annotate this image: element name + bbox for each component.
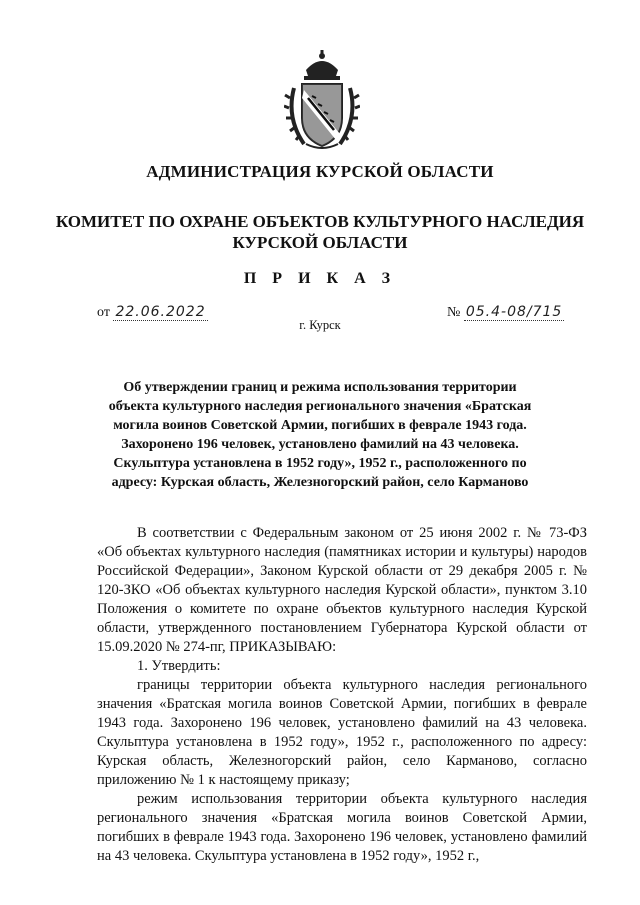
date-value: 22.06.2022 [115,304,206,320]
committee-title [0,211,640,253]
order-body [97,524,587,866]
body-paragraph-3: границы территории объекта культурного наследия регионального значения «Братская могила воинов Советской Армии, погибших в феврале 1943 года. Захоронено 196 человек, установлено фамилий на 43 человека. Скульптура установлена в 1952 году», 1952 г., расположенного по адресу: Курская область, Железногорский район, село Карманово, согласно приложению № 1 к настоящему приказу; [97,677,587,788]
body-paragraph-2: 1. Утвердить: [137,658,221,674]
committee-title-line2: КУРСКОЙ ОБЛАСТИ [232,233,408,252]
body-paragraph-4: режим использования территории объекта культурного наследия регионального значения «Братская могила воинов Советской Армии, погибших в феврале 1943 года. Захоронено 196 человек, установлено фамилий на 43 человека. Скульптура установлена в 1952 году», 1952 г., [97,791,587,864]
administration-title: АДМИНИСТРАЦИЯ КУРСКОЙ ОБЛАСТИ [146,162,494,181]
order-subject: Об утверждении границ и режима использования территории объекта культурного наследия регионального значения «Братская могила воинов Советской Армии, погибших в феврале 1943 года. Захоронено 196 человек, установлено фамилий на 43 человека. Скульптура установлена в 1952 году», 1952 г., расположенного по адресу: Курская область, Железногорский район, село Карманово [108,380,532,490]
number-prefix: № [447,305,461,320]
city-label: г. Курск [299,318,341,332]
coat-of-arms-emblem [284,48,360,152]
date-prefix: от [97,305,110,320]
number-value: 05.4-08/715 [465,304,563,320]
committee-title-line1: КОМИТЕТ ПО ОХРАНЕ ОБЪЕКТОВ КУЛЬТУРНОГО НАСЛЕДИЯ [55,212,585,231]
document-type-heading: П Р И К А З [243,270,397,287]
body-paragraph-1: В соответствии с Федеральным законом от 25 июня 2002 г. № 73-ФЗ «Об объектах культурного наследия (памятниках истории и культуры) народов Российской Федерации», Законом Курской области от 29 декабря 2005 г. № 120-ЗКО «Об объектах культурного наследия Курской области», пунктом 3.10 Положения о комитете по охране объектов культурного наследия Курской области, утвержденного постановлением Губернатора Курской области от 15.09.2020 № 274-пг, ПРИКАЗЫВАЮ: [97,525,587,655]
